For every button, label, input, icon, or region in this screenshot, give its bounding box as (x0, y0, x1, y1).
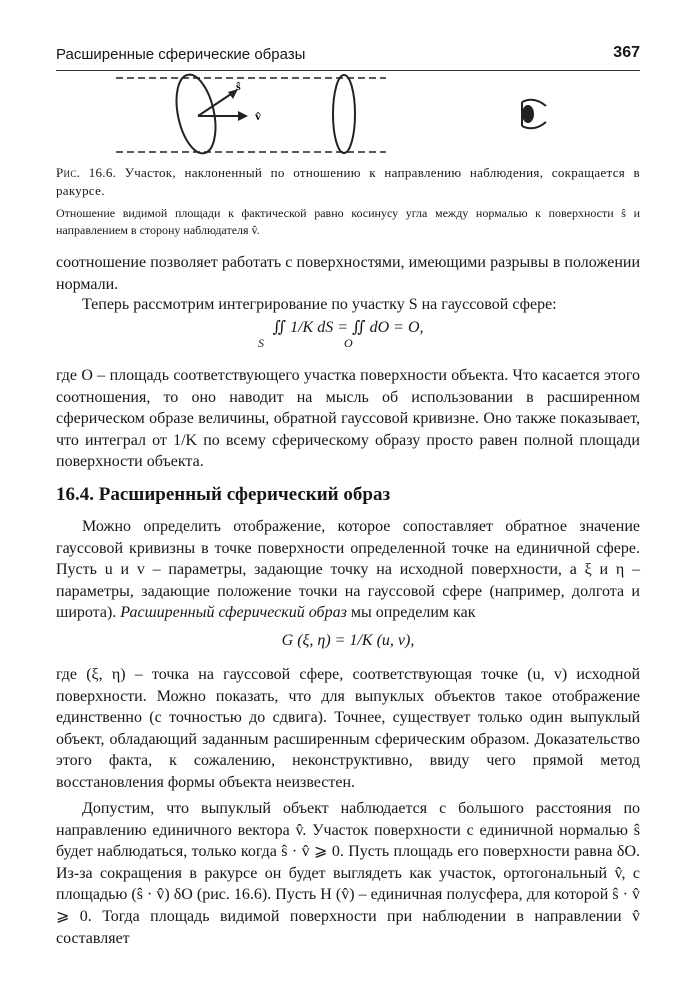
tilted-patch-ellipse (170, 72, 222, 157)
label-v: v̂ (255, 109, 261, 123)
running-header (56, 44, 640, 66)
paragraph-2: Теперь рассмотрим интегрирование по участку S на гауссовой сфере: (82, 296, 557, 313)
formula-subscript-o: O (344, 336, 353, 350)
view-vector-arrowhead (238, 111, 248, 121)
figure-caption-note: Отношение видимой площади к фактической равно косинусу угла между нормалью к поверхности ŝ и направлением в сторону наблюдателя v̂. (56, 206, 640, 237)
normal-vector-s (198, 92, 234, 116)
header-rule (56, 70, 640, 71)
label-s: ŝ (236, 79, 241, 93)
page-number: 367 (613, 44, 640, 61)
formula-integral: ∬ 1/K dS = ∬ dO = O, (272, 319, 424, 336)
paragraph-3: где O – площадь соответствующего участка поверхности объекта. Что касается этого соотношения, то оно наводит на мысль об использовании в расширенном сферическом образе величины, обратной гауссовой кривизне. Оно также показывает, что интеграл от 1/K по всему сферическому образу просто равен полной площади поверхности объекта. (56, 367, 640, 471)
paragraph-5: где (ξ, η) – точка на гауссовой сфере, соответствующая точке (u, v) исходной поверхности. Можно показать, что для выпуклых объектов такое отображение единственно (с точностью до сдвига). Точнее, существует только один выпуклый объект, обладающий заданным расширенным сферическим образом. Доказательство этого факта, к сожалению, неконструктивно, ввиду чего прямой метод восстановления формы объекта неизвестен. (56, 666, 640, 791)
section-heading: 16.4. Расширенный сферический образ (56, 484, 391, 505)
paragraph-4: Можно определить отображение, которое сопоставляет обратное значение гауссовой кривизны в точке поверхности определенной точке на единичной сфере. Пусть u и v – параметры, задающие точку на исходной поверхности, а ξ и η – параметры, задающие положение точки на гауссовой сфере (например, долгота и широта). Расширенный сферический образ мы определим как (56, 518, 640, 622)
projected-patch-ellipse (333, 75, 355, 153)
formula-subscript-s: S (258, 336, 264, 350)
term-extended-gaussian-image: Расширенный сферический образ (120, 604, 347, 622)
eye-icon (522, 100, 546, 129)
paragraph-1: соотношение позволяет работать с поверхностями, имеющими разрывы в положении нормали. (56, 254, 640, 293)
figure-16-6 (56, 72, 640, 164)
paragraph-6: Допустим, что выпуклый объект наблюдается с большого расстояния по направлению единичного вектора v̂. Участок поверхности с единичной нормалью ŝ будет наблюдаться, только когда ŝ · v̂ ⩾ 0. Пусть площадь его поверхности равна δO. Из-за сокращения в ракурсе он будет выглядеть как участок, ортогональный v̂, с площадью (ŝ · v̂) δO (рис. 16.6). Пусть H (v̂) – единичная полусфера, для которой ŝ · v̂ ⩾ 0. Тогда площадь видимой поверхности при наблюдении в направлении v̂ составляет (56, 800, 640, 947)
caption-text: 16.6. Участок, наклоненный по отношению к направлению наблюдения, сокращается в ракурсе. (56, 165, 640, 198)
formula-definition: G (ξ, η) = 1/K (u, v), (281, 632, 415, 649)
figure-diagram (56, 72, 640, 164)
figure-caption (56, 164, 640, 200)
running-title: Расширенные сферические образы (56, 46, 306, 63)
caption-label: Рис. (56, 165, 81, 180)
